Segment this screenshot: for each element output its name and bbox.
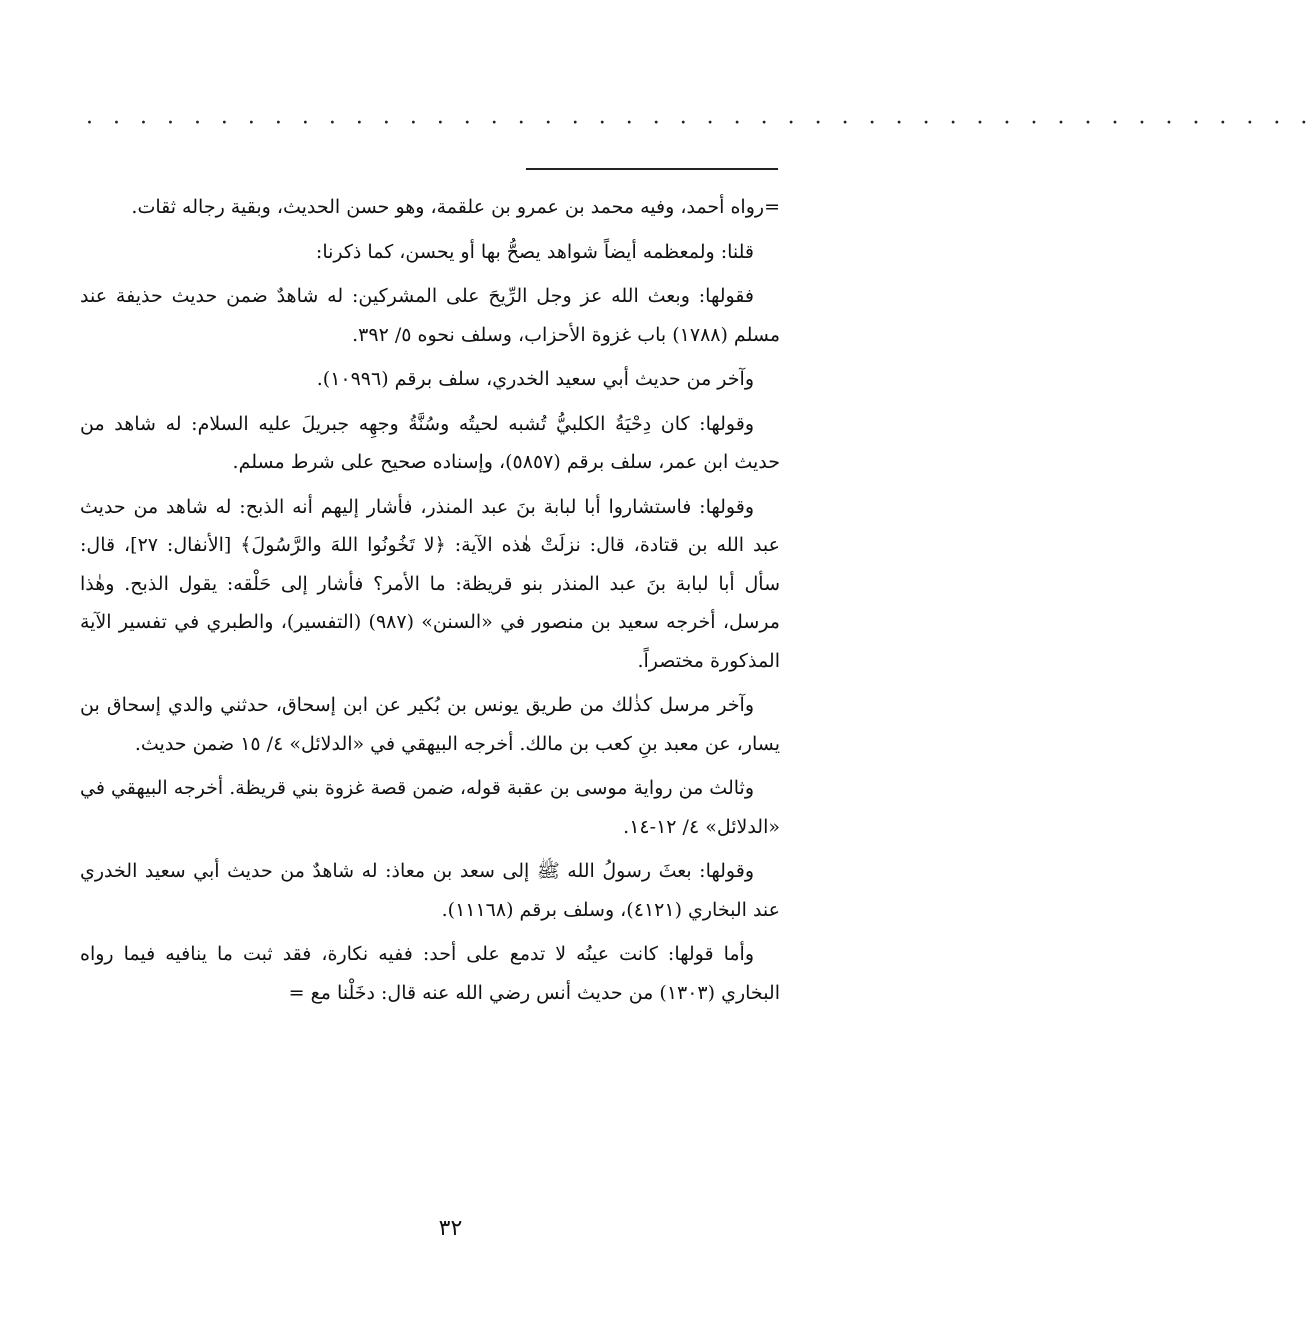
footnote-paragraph: وقولها: كان دِحْيَةُ الكلبيُّ تُشبه لحيتُه وسُنَّةُ وجهِه جبريلَ عليه السلام: له شاهد من حديث ابن عمر، سلف برقم (٥٨٥٧)، وإسناده صحيح على شرط مسلم. [80,412,780,473]
footnote-paragraph: =رواه أحمد، وفيه محمد بن عمرو بن علقمة، وهو حسن الحديث، وبقية رجاله ثقات. [131,196,780,218]
footnote-paragraph: وقولها: بعثَ رسولُ الله ﷺ إلى سعد بن معاذ: له شاهدٌ من حديث أبي سعيد الخدري عند البخاري (٤١٢١)، وسلف برقم (١١١٦٨). [80,860,780,921]
footnote-paragraph: وثالث من رواية موسى بن عقبة قوله، ضمن قصة غزوة بني قريظة. أخرجه البيهقي في «الدلائل» ٤/ ١٢-١٤. [80,777,780,838]
footnote-paragraph: فقولها: وبعث الله عز وجل الرِّيحَ على المشركين: له شاهدٌ ضمن حديث حذيفة عند مسلم (١٧٨٨) باب غزوة الأحزاب، وسلف نحوه ٥/ ٣٩٢. [80,285,780,346]
footnotes-section [80,188,780,1018]
page-number: ٣٢ [438,1216,463,1241]
footnote-paragraph: وآخر مرسل كذٰلك من طريق يونس بن بُكير عن ابن إسحاق، حدثني والدي إسحاق بن يسار، عن معبد بنِ كعب بن مالك. أخرجه البيهقي في «الدلائل» ٤/ ١٥ ضمن حديث. [80,694,780,755]
footnote-rule [526,168,778,170]
footnote-paragraph: وآخر من حديث أبي سعيد الخدري، سلف برقم (١٠٩٩٦). [316,368,754,390]
footnote-paragraph: وأما قولها: كانت عينُه لا تدمع على أحد: ففيه نكارة، فقد ثبت ما ينافيه فيما رواه البخاري (١٣٠٣) من حديث أنس رضي الله عنه قال: دخَلْنا مع = [80,943,780,1004]
footnote-paragraph: قلنا: ولمعظمه أيضاً شواهد يصحُّ بها أو يحسن، كما ذكرنا: [315,240,754,263]
footnote-paragraph: وقولها: فاستشاروا أبا لبابة بنَ عبد المنذر، فأشار إليهم أنه الذبح: له شاهد من حديث عبد الله بن قتادة، قال: نزلَتْ هٰذه الآية: ﴿لا تَخُونُوا اللهَ والرَّسُولَ﴾ [الأنفال: ٢٧]، قال: سأل أبا لبابة بنَ عبد المنذر بنو قريظة: ما الأمر؟ فأشار إلى حَلْقه: يقول الذبح. وهٰذا مرسل، أخرجه سعيد بن منصور في «السنن» (٩٨٧) (التفسير)، والطبري في تفسير الآية المذكورة مختصراً. [80,495,780,672]
dotted-separator: · · · · · · · · · · · · · · · · · · · · · · · · · · · · · · · · · · · · · · · · · · · · · · [86,111,1314,136]
